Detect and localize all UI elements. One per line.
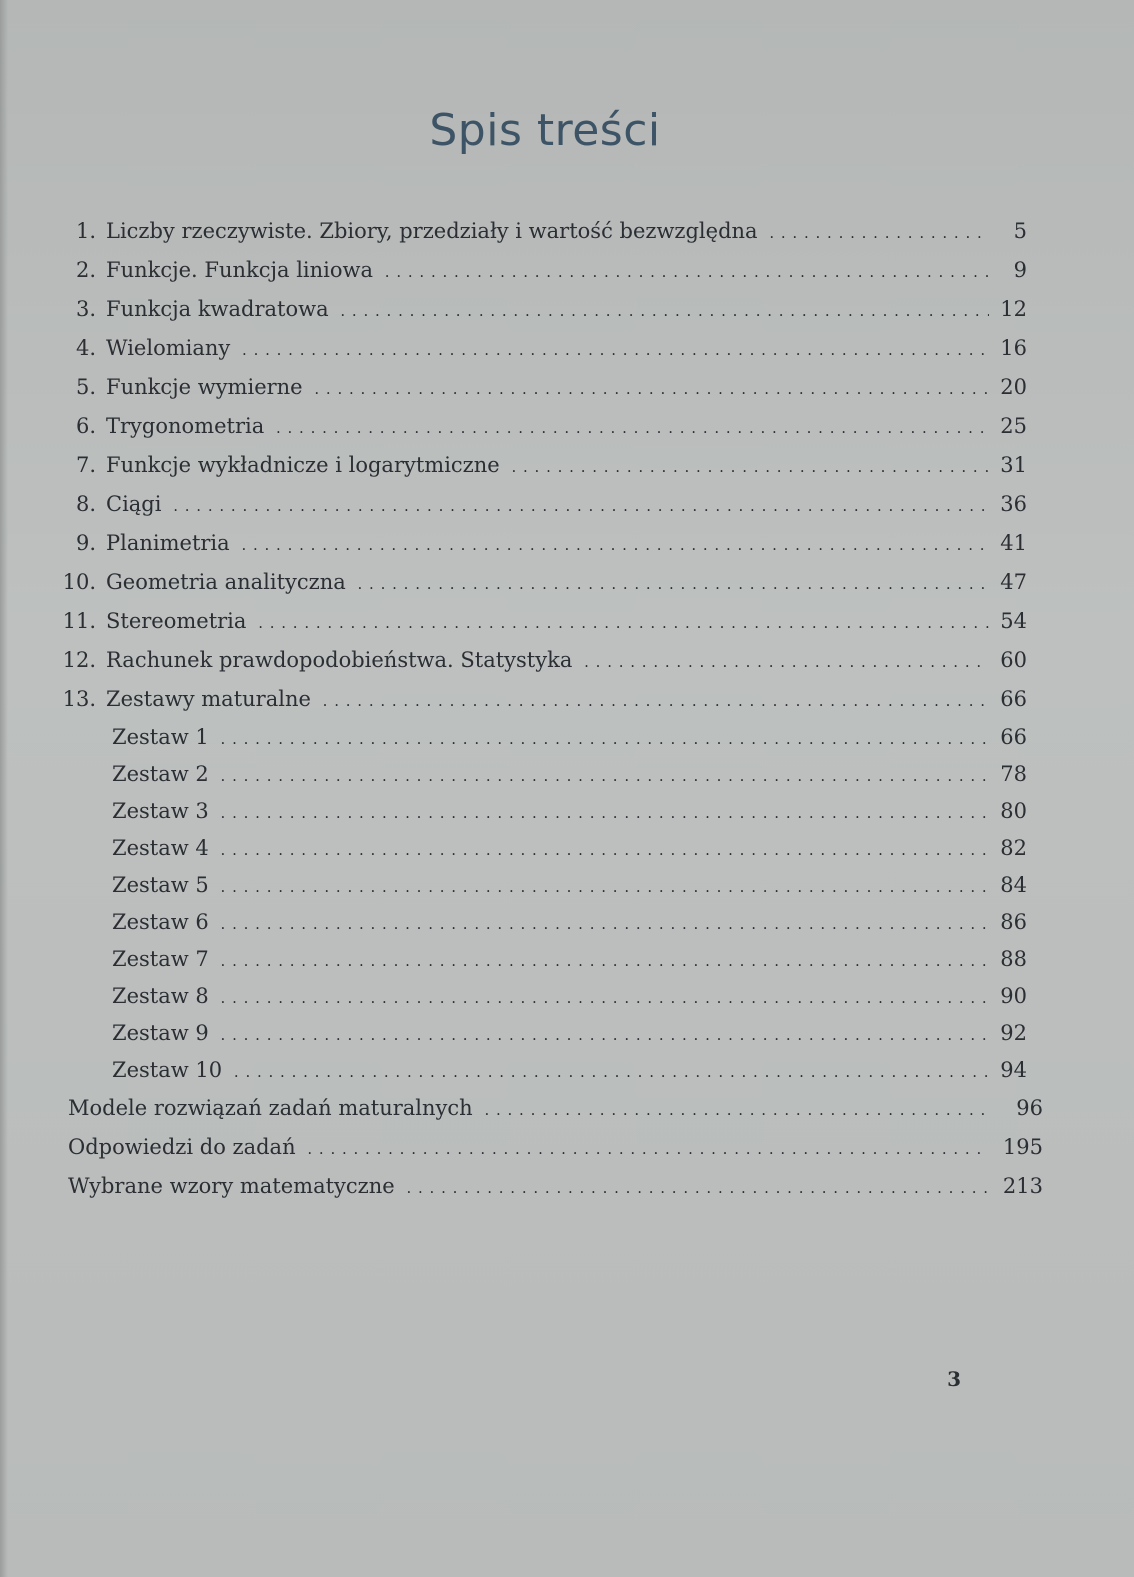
- entry-page: 84: [1000, 873, 1027, 897]
- entry-page: 92: [1000, 1021, 1027, 1045]
- entry-title: Zestaw 8: [112, 984, 209, 1008]
- toc-entry: [62, 251, 1047, 290]
- entry-page: 54: [1000, 609, 1027, 633]
- page-title: Spis treści: [429, 105, 661, 156]
- toc-subentry: [62, 978, 1047, 1015]
- entry-title: Zestaw 2: [112, 762, 209, 786]
- entry-page: 82: [1000, 836, 1027, 860]
- entry-title: Odpowiedzi do zadań: [68, 1135, 296, 1159]
- entry-title: Modele rozwiązań zadań maturalnych: [68, 1096, 473, 1120]
- entry-number: 10.: [62, 570, 96, 594]
- entry-page: 20: [1000, 375, 1027, 399]
- entry-page: 16: [1000, 336, 1027, 360]
- entry-page: 86: [1000, 910, 1027, 934]
- entry-title: Geometria analityczna: [106, 570, 346, 594]
- toc-entry: [62, 602, 1047, 641]
- entry-title: Ciągi: [106, 492, 162, 516]
- toc-entry: [62, 329, 1047, 368]
- entry-page: 195: [1002, 1135, 1043, 1159]
- entry-title: Zestaw 3: [112, 799, 209, 823]
- entry-title: Zestaw 9: [112, 1021, 209, 1045]
- entry-page: 5: [1013, 219, 1027, 243]
- entry-title: Zestaw 7: [112, 947, 209, 971]
- toc-entry: [62, 290, 1047, 329]
- toc-entry: [62, 485, 1047, 524]
- entry-title: Stereometria: [106, 609, 247, 633]
- entry-title: Trygonometria: [106, 414, 265, 438]
- entry-title: Funkcja kwadratowa: [106, 297, 329, 321]
- entry-page: 96: [1016, 1096, 1043, 1120]
- entry-page: 90: [1000, 984, 1027, 1008]
- toc-subentry: [62, 1015, 1047, 1052]
- toc-entry: [62, 1089, 1047, 1128]
- entry-title: Zestaw 4: [112, 836, 209, 860]
- entry-title: Zestaw 6: [112, 910, 209, 934]
- entry-title: Rachunek prawdopodobieństwa. Statystyka: [106, 648, 573, 672]
- toc-subentry: [62, 793, 1047, 830]
- entry-title: Wielomiany: [106, 336, 231, 360]
- entry-number: 7.: [75, 453, 96, 477]
- entry-number: 4.: [75, 336, 96, 360]
- toc-subentry: [62, 719, 1047, 756]
- toc-entry: [62, 446, 1047, 485]
- entry-title: Funkcje. Funkcja liniowa: [106, 258, 374, 282]
- entry-page: 25: [1000, 414, 1027, 438]
- entry-page: 94: [1000, 1058, 1027, 1082]
- entry-page: 80: [1000, 799, 1027, 823]
- entry-title: Liczby rzeczywiste. Zbiory, przedziały i wartość bezwzględna: [106, 219, 758, 243]
- entry-title: Funkcje wykładnicze i logarytmiczne: [106, 453, 500, 477]
- toc-subentry: [62, 756, 1047, 793]
- toc-subentry: [62, 941, 1047, 978]
- toc-entry: [62, 368, 1047, 407]
- toc-entry: [62, 1167, 1047, 1206]
- entry-page: 47: [1000, 570, 1027, 594]
- entry-page: 60: [1000, 648, 1027, 672]
- entry-number: 13.: [62, 687, 96, 711]
- toc-subentry: [62, 830, 1047, 867]
- entry-title: Zestaw 1: [112, 725, 209, 749]
- page-number: 3: [947, 1367, 961, 1391]
- entry-title: Funkcje wymierne: [106, 375, 303, 399]
- entry-page: 12: [1000, 297, 1027, 321]
- entry-title: Planimetria: [106, 531, 230, 555]
- entry-number: 8.: [75, 492, 96, 516]
- toc-subentry: [62, 904, 1047, 941]
- toc-entry: [62, 212, 1047, 251]
- toc-entry: [62, 563, 1047, 602]
- entry-title: Wybrane wzory matematyczne: [68, 1174, 395, 1198]
- entry-number: 6.: [75, 414, 96, 438]
- entry-number: 1.: [75, 219, 96, 243]
- entry-page: 88: [1000, 947, 1027, 971]
- entry-page: 36: [1000, 492, 1027, 516]
- table-of-contents: [62, 212, 1047, 1391]
- entry-number: 12.: [62, 648, 96, 672]
- toc-entry: [62, 680, 1047, 719]
- entry-page: 31: [1000, 453, 1027, 477]
- entry-page: 66: [1000, 687, 1027, 711]
- entry-page: 78: [1000, 762, 1027, 786]
- entry-number: 2.: [75, 258, 96, 282]
- entry-number: 5.: [75, 375, 96, 399]
- toc-subentry: [62, 1052, 1047, 1089]
- entry-title: Zestaw 5: [112, 873, 209, 897]
- entry-page: 66: [1000, 725, 1027, 749]
- toc-subentry: [62, 867, 1047, 904]
- entry-number: 11.: [62, 609, 96, 633]
- entry-title: Zestaw 10: [112, 1058, 223, 1082]
- entry-page: 41: [1000, 531, 1027, 555]
- entry-number: 3.: [75, 297, 96, 321]
- toc-entry: [62, 641, 1047, 680]
- toc-entry: [62, 1128, 1047, 1167]
- toc-entry: [62, 524, 1047, 563]
- toc-entry: [62, 407, 1047, 446]
- entry-page: 9: [1013, 258, 1027, 282]
- entry-page: 213: [1002, 1174, 1043, 1198]
- entry-title: Zestawy maturalne: [106, 687, 311, 711]
- entry-number: 9.: [75, 531, 96, 555]
